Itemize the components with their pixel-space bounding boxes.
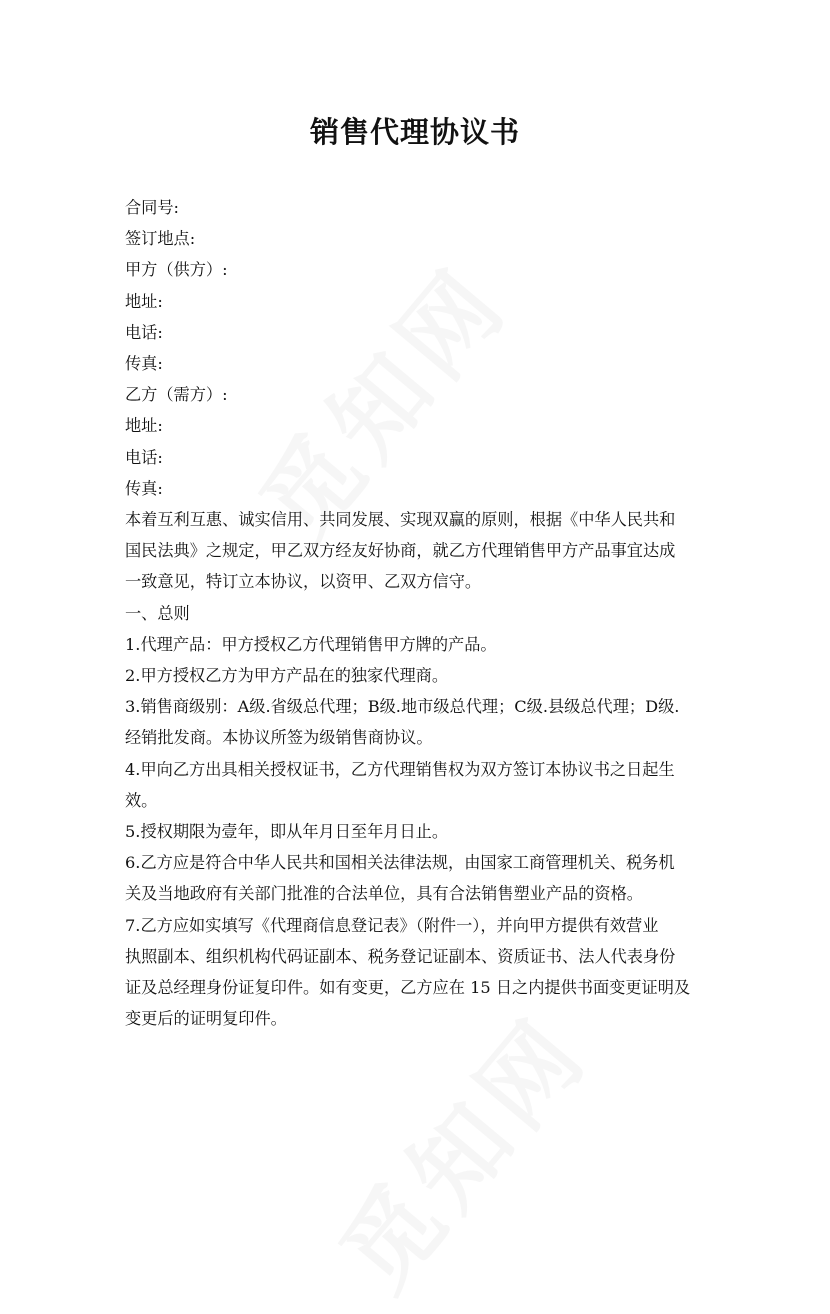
clause-6: 关及当地政府有关部门批准的合法单位，具有合法销售塑业产品的资格。: [125, 884, 643, 904]
party-b-address-line: 地址:: [125, 416, 163, 436]
party-a-line: 甲方（供方）:: [125, 260, 228, 280]
preamble-line: 国民法典》之规定，甲乙双方经友好协商，就乙方代理销售甲方产品事宜达成: [125, 541, 676, 561]
clause-3: 经销批发商。本协议所签为级销售商协议。: [125, 728, 433, 748]
preamble-line: 一致意见，特订立本协议，以资甲、乙双方信守。: [125, 572, 482, 592]
clause-7: 证及总经理身份证复印件。如有变更，乙方应在 15 日之内提供书面变更证明及: [125, 978, 691, 998]
document-title: 销售代理协议书: [309, 115, 520, 149]
party-a-address-line: 地址:: [125, 291, 163, 311]
preamble-line: 本着互利互惠、诚实信用、共同发展、实现双赢的原则，根据《中华人民共和: [125, 510, 676, 530]
signing-place-line: 签订地点:: [125, 229, 196, 249]
party-a-phone-line: 电话:: [125, 322, 163, 342]
clause-7: 变更后的证明复印件。: [125, 1009, 287, 1029]
clause-7: 执照副本、组织机构代码证副本、税务登记证副本、资质证书、法人代表身份: [125, 946, 676, 966]
clause-3: 3.销售商级别：A级.省级总代理；B级.地市级总代理；C级.县级总代理；D级.: [125, 697, 680, 717]
clause-2: 2.甲方授权乙方为甲方产品在的独家代理商。: [125, 666, 449, 686]
clause-5: 5.授权期限为壹年，即从年月日至年月日止。: [125, 822, 449, 842]
party-a-fax-line: 传真:: [125, 354, 163, 374]
party-b-phone-line: 电话:: [125, 447, 163, 467]
clause-4: 4.甲向乙方出具相关授权证书，乙方代理销售权为双方签订本协议书之日起生: [125, 759, 675, 779]
contract-number-line: 合同号:: [125, 198, 180, 217]
clause-6: 6.乙方应是符合中华人民共和国相关法律法规，由国家工商管理机关、税务机: [125, 853, 675, 873]
document-body: [125, 192, 715, 1034]
section-heading-general: 一、总则: [125, 603, 190, 623]
party-b-fax-line: 传真:: [125, 478, 163, 498]
clause-7: 7.乙方应如实填写《代理商信息登记表》（附件一），并向甲方提供有效营业: [125, 915, 659, 935]
clause-4: 效。: [125, 790, 158, 810]
party-b-line: 乙方（需方）:: [125, 385, 228, 405]
clause-1: 1.代理产品：甲方授权乙方代理销售甲方牌的产品。: [125, 634, 497, 654]
